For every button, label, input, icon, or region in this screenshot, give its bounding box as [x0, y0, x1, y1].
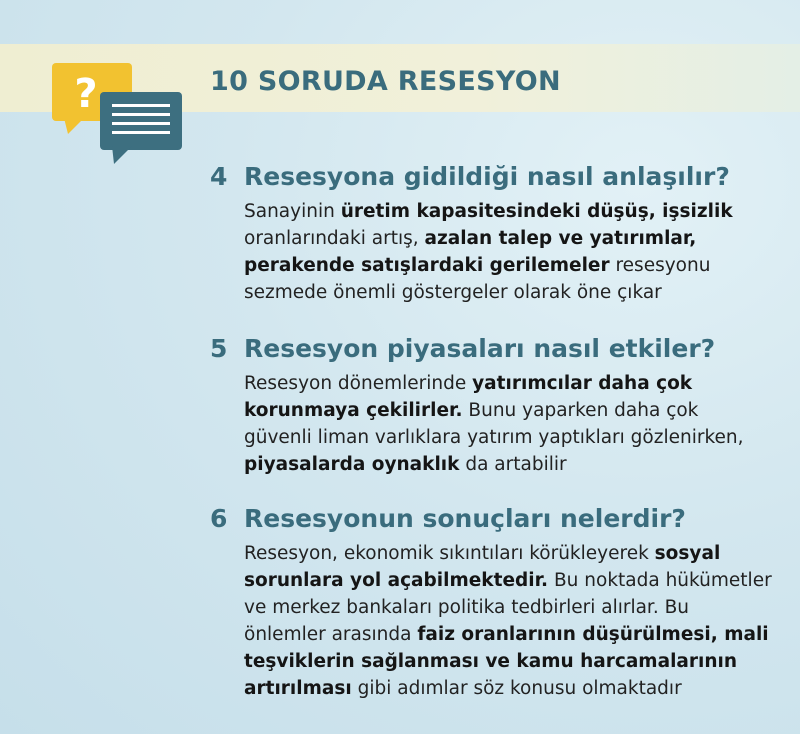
question-mark-glyph: ?	[74, 71, 98, 117]
answer-run: sezmede önemli göstergeler olarak öne çıkar	[244, 282, 662, 303]
answer-run: Resesyon dönemlerinde	[244, 373, 473, 394]
answer-run: Sanayinin	[244, 201, 341, 222]
answer-run: oranlarındaki artış,	[244, 228, 425, 249]
answer-text	[244, 370, 790, 478]
answer-run: ve merkez bankaları politika tedbirleri alırlar. Bu	[244, 597, 690, 618]
answer-line	[244, 225, 790, 252]
answer-line	[244, 594, 790, 621]
answer-bold-run: yatırımcılar daha çok	[472, 373, 693, 394]
answer-run: güvenli liman varlıklara yatırım yaptıkları gözlenirken,	[244, 427, 744, 448]
answer-line	[244, 198, 790, 225]
answer-text	[244, 540, 790, 702]
answer-line	[244, 540, 790, 567]
question-number: 5	[210, 334, 228, 363]
answer-run: da artabilir	[459, 454, 567, 475]
answer-bold-run: korunmaya çekilirler.	[244, 400, 463, 421]
answer-line	[244, 397, 790, 424]
answer-bold-run: faiz oranlarının düşürülmesi, mali	[417, 624, 769, 645]
question-title	[210, 502, 790, 536]
question-text: Resesyona gidildiği nasıl anlaşılır?	[244, 162, 730, 191]
answer-bold-run: piyasalarda oynaklık	[244, 454, 460, 475]
answer-line	[244, 279, 790, 306]
answer-run: Bunu yaparken daha çok	[462, 400, 699, 421]
answer-line	[244, 648, 790, 675]
answer-line	[244, 621, 790, 648]
answer-text	[244, 198, 790, 306]
answer-bold-run: artırılması	[244, 678, 352, 699]
answer-line	[244, 675, 790, 702]
question-block-5	[210, 332, 790, 478]
question-title	[210, 332, 790, 366]
question-number: 6	[210, 504, 228, 533]
page-title: 10 SORUDA RESESYON	[210, 66, 561, 97]
answer-line	[244, 424, 790, 451]
answer-run: resesyonu	[609, 255, 711, 276]
question-block-4	[210, 160, 790, 306]
answer-bold-run: azalan talep ve yatırımlar,	[424, 228, 697, 249]
answer-run: Bu noktada hükümetler	[548, 570, 772, 591]
answer-run: önlemler arasında	[244, 624, 418, 645]
question-text: Resesyonun sonuçları nelerdir?	[244, 504, 686, 533]
question-number: 4	[210, 162, 228, 191]
answer-line	[244, 370, 790, 397]
answer-bold-run: teşviklerin sağlanması ve kamu harcamalarının	[244, 651, 738, 672]
answer-run: gibi adımlar söz konusu olmaktadır	[351, 678, 682, 699]
answer-bold-run: perakende satışlardaki gerilemeler	[244, 255, 610, 276]
answer-bold-run: sorunlara yol açabilmektedir.	[244, 570, 549, 591]
chat-question-icon	[0, 0, 200, 175]
question-title	[210, 160, 790, 194]
answer-bold-run: üretim kapasitesindeki düşüş, işsizlik	[340, 201, 733, 222]
answer-bold-run: sosyal	[654, 543, 721, 564]
answer-line	[244, 252, 790, 279]
answer-run: Resesyon, ekonomik sıkıntıları körükleyerek	[244, 543, 655, 564]
answer-line	[244, 451, 790, 478]
question-block-6	[210, 502, 790, 702]
question-text: Resesyon piyasaları nasıl etkiler?	[244, 334, 716, 363]
answer-line	[244, 567, 790, 594]
